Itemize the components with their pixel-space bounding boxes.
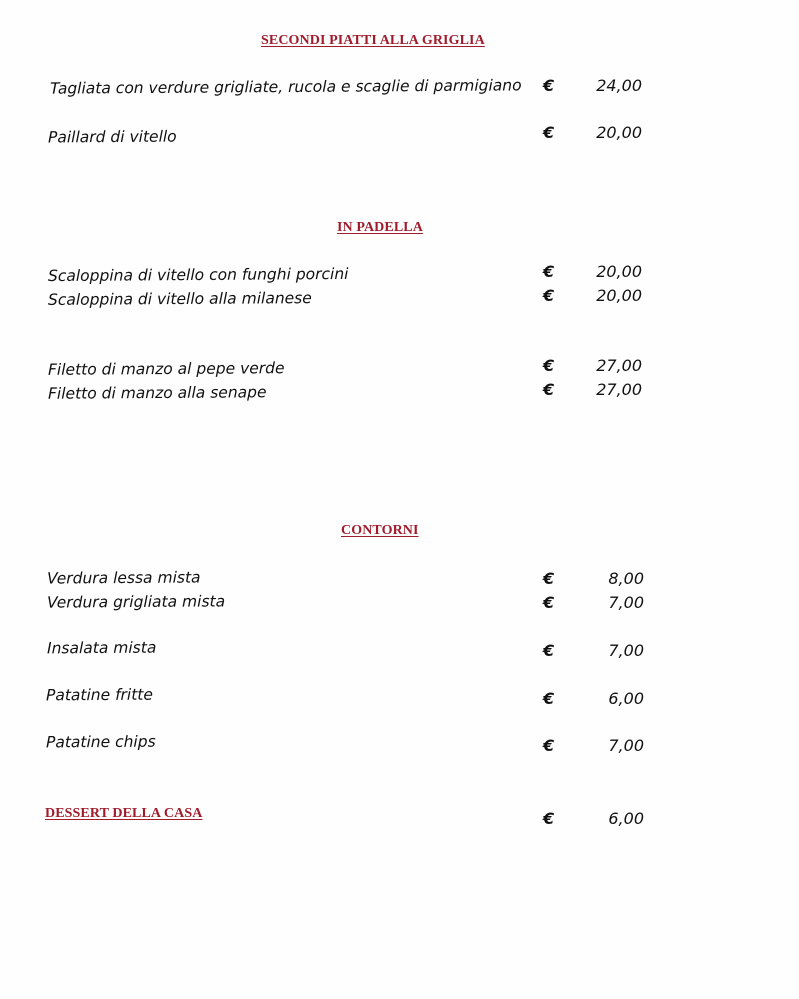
euro-sign: € [543,809,555,828]
euro-sign: € [543,736,555,755]
dish-name: Tagliata con verdure grigliate, rucola e scaglie di parmigiano [50,76,522,98]
dish-name: Filetto di manzo al pepe verde [48,359,285,379]
euro-sign: € [543,380,555,399]
dish-name: Patatine chips [46,732,156,752]
section-title-secondi: SECONDI PIATTI ALLA GRIGLIA [261,33,485,48]
dish-name: Insalata mista [47,638,157,658]
dish-price: 6,00 [608,689,644,708]
euro-sign: € [543,76,555,95]
dish-name: Verdura lessa mista [47,568,201,588]
dish-name: Filetto di manzo alla senape [48,383,267,403]
dish-price: 7,00 [608,641,644,660]
dish-price: 20,00 [596,286,642,305]
euro-sign: € [543,286,555,305]
euro-sign: € [543,593,555,612]
dessert-title: DESSERT DELLA CASA [45,806,203,821]
dish-price: 20,00 [596,262,642,281]
euro-sign: € [543,123,555,142]
euro-sign: € [543,689,555,708]
dish-name: Paillard di vitello [48,127,177,147]
euro-sign: € [543,356,555,375]
dish-price: 27,00 [596,356,642,375]
dish-name: Scaloppina di vitello con funghi porcini [48,264,349,286]
dish-name: Patatine fritte [46,685,153,705]
euro-sign: € [543,569,555,588]
dish-price: 7,00 [608,736,644,755]
dish-price: 8,00 [608,569,644,588]
dish-price: 24,00 [596,76,642,95]
dish-name: Scaloppina di vitello alla milanese [48,289,312,309]
dish-name: Verdura grigliata mista [47,592,226,612]
dish-price: 20,00 [596,123,642,142]
section-title-padella: IN PADELLA [337,220,423,235]
dish-price: 7,00 [608,593,644,612]
dessert-price: 6,00 [608,809,644,828]
euro-sign: € [543,641,555,660]
dish-price: 27,00 [596,380,642,399]
euro-sign: € [543,262,555,281]
section-title-contorni: CONTORNI [341,523,419,538]
